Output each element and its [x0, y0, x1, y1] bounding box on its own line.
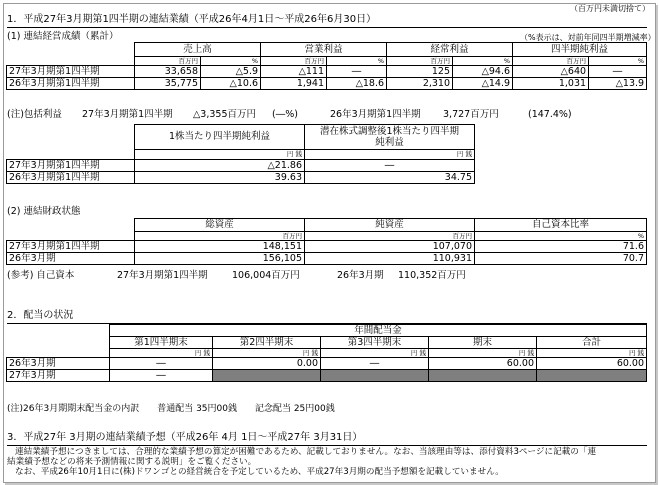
cell-eps: 39.63 — [135, 172, 305, 184]
cell-ordinary-pct: △94.6 — [453, 66, 513, 78]
table-row — [7, 78, 647, 90]
section3-title: 3．平成27年 3月期の連結業績予想（平成26年 4月 1日～平成27年 3月31日） — [7, 432, 363, 443]
equity-note-current-value: 106,004百万円 — [232, 270, 300, 281]
unit-note: （百万円未満切捨て） — [570, 4, 650, 13]
unit-yen-sen: 円 銭 — [429, 349, 537, 358]
cell-q1: ― — [110, 370, 213, 382]
header-operating-income: 営業利益 — [261, 43, 387, 57]
cell-blank-shaded — [213, 370, 321, 382]
cell-operating-pct: △18.6 — [327, 78, 387, 90]
unit-pct: % — [475, 232, 647, 241]
cell-sales: 35,775 — [135, 78, 201, 90]
unit-yen-sen: 円 銭 — [135, 150, 305, 160]
comprehensive-income-prior-value: 3,727百万円 — [443, 109, 499, 120]
cell-diluted-eps: 34.75 — [305, 172, 475, 184]
cell-net-pct: △13.9 — [589, 78, 647, 90]
cell-operating: △111 — [261, 66, 327, 78]
header-total: 合計 — [537, 337, 647, 349]
row-label: 27年3月期第1四半期 — [7, 66, 135, 78]
dividend-table — [6, 324, 647, 382]
table-row — [7, 253, 647, 265]
row-label: 27年3月期 — [7, 370, 110, 382]
cell-equity-ratio: 71.6 — [475, 241, 647, 253]
unit-pct: % — [589, 57, 647, 66]
unit-yen: 百万円 — [135, 57, 201, 66]
dividend-breakdown-note: (注)26年3月期期末配当金の内訳 普通配当 35円00銭 記念配当 25円00銭 — [7, 404, 335, 414]
header-diluted-eps-line1: 潜在株式調整後1株当たり四半期 — [319, 126, 460, 137]
cell-operating: 1,941 — [261, 78, 327, 90]
header-q2-end: 第2四半期末 — [213, 337, 321, 349]
financial-position-heading: (2) 連結財政状態 — [7, 206, 81, 217]
header-net-income: 四半期純利益 — [513, 43, 647, 57]
header-q3-end: 第3四半期末 — [321, 337, 429, 349]
table-row — [7, 358, 647, 370]
cell-sales-pct: △10.6 — [201, 78, 261, 90]
equity-note-current-period: 27年3月期第1四半期 — [117, 270, 208, 281]
table-row — [7, 66, 647, 78]
unit-pct: % — [453, 57, 513, 66]
row-label: 26年3月期第1四半期 — [7, 78, 135, 90]
cell-q3: ― — [321, 358, 429, 370]
forecast-text-line1: 連結業績予想につきましては、合理的な業績予想の算定が困難であるため、記載しておりません。なお、当該理由等は、添付資料3ページに記載の「連 — [15, 447, 597, 457]
operating-results-heading: (1) 連結経営成績（累計） — [7, 31, 119, 42]
header-total-assets: 総資産 — [135, 219, 305, 232]
equity-note-prior-value: 110,352百万円 — [398, 270, 466, 281]
unit-yen: 百万円 — [135, 232, 305, 241]
cell-year-end: 60.00 — [429, 358, 537, 370]
cell-net-assets: 107,070 — [305, 241, 475, 253]
comprehensive-income-current-value: △3,355百万円 — [193, 109, 257, 120]
cell-ordinary-pct: △14.9 — [453, 78, 513, 90]
cell-sales: 33,658 — [135, 66, 201, 78]
row-label: 27年3月期第1四半期 — [7, 241, 135, 253]
cell-total-assets: 148,151 — [135, 241, 305, 253]
cell-q2: 0.00 — [213, 358, 321, 370]
comprehensive-income-prior-period: 26年3月期第1四半期 — [330, 109, 421, 120]
cell-ordinary: 2,310 — [387, 78, 453, 90]
cell-total-assets: 156,105 — [135, 253, 305, 265]
financial-position-table — [6, 218, 647, 265]
section1-title: 1．平成27年3月期第1四半期の連結業績（平成26年4月1日～平成26年6月30日） — [7, 14, 377, 25]
comprehensive-income-label: (注)包括利益 — [7, 109, 62, 120]
table-row — [7, 370, 647, 382]
header-equity-ratio: 自己資本比率 — [475, 219, 647, 232]
cell-sales-pct: △5.9 — [201, 66, 261, 78]
section2-title: 2．配当の状況 — [7, 310, 74, 321]
cell-ordinary: 125 — [387, 66, 453, 78]
section3-rule — [7, 445, 647, 446]
row-label: 26年3月期 — [7, 253, 135, 265]
forecast-text-line3: なお、平成26年10月1日に(株)ドワンゴとの経営統合を予定しているため、平成27年3月期の配当予想額を記載していません。 — [15, 467, 504, 477]
operating-results-table — [6, 42, 647, 90]
equity-note-prior-period: 26年3月期 — [337, 270, 384, 281]
cell-blank-shaded — [321, 370, 429, 382]
comprehensive-income-prior-pct: (147.4%) — [528, 109, 572, 120]
comprehensive-income-current-period: 27年3月期第1四半期 — [82, 109, 173, 120]
table-row — [7, 172, 475, 184]
cell-net: △640 — [513, 66, 589, 78]
header-diluted-eps-line2: 純利益 — [375, 137, 404, 148]
header-diluted-eps — [305, 125, 475, 150]
cell-blank-shaded — [429, 370, 537, 382]
header-annual-dividend: 年間配当金 — [110, 325, 647, 337]
cell-operating-pct: ― — [327, 66, 387, 78]
cell-diluted-eps: ― — [305, 160, 475, 172]
unit-yen: 百万円 — [305, 232, 475, 241]
header-sales: 売上高 — [135, 43, 261, 57]
header-q1-end: 第1四半期末 — [110, 337, 213, 349]
cell-equity-ratio: 70.7 — [475, 253, 647, 265]
forecast-text-line2: 結業績予想などの将来予測情報に関する説明」をご覧ください。 — [7, 457, 257, 467]
row-label: 26年3月期 — [7, 358, 110, 370]
header-ordinary-income: 経常利益 — [387, 43, 513, 57]
unit-yen: 百万円 — [387, 57, 453, 66]
section1-rule — [7, 27, 647, 28]
cell-q1: ― — [110, 358, 213, 370]
header-year-end: 期末 — [429, 337, 537, 349]
unit-yen: 百万円 — [513, 57, 589, 66]
unit-yen-sen: 円 銭 — [537, 349, 647, 358]
cell-net: 1,031 — [513, 78, 589, 90]
header-net-assets: 純資産 — [305, 219, 475, 232]
unit-yen: 百万円 — [261, 57, 327, 66]
cell-eps: △21.86 — [135, 160, 305, 172]
unit-yen-sen: 円 銭 — [321, 349, 429, 358]
unit-yen-sen: 円 銭 — [110, 349, 213, 358]
row-label: 26年3月期第1四半期 — [7, 172, 135, 184]
cell-total: 60.00 — [537, 358, 647, 370]
eps-table — [6, 124, 475, 184]
percent-note: （%表示は、対前年同四半期増減率） — [520, 33, 656, 42]
unit-pct: % — [201, 57, 261, 66]
unit-yen-sen: 円 銭 — [213, 349, 321, 358]
row-label: 27年3月期第1四半期 — [7, 160, 135, 172]
cell-blank-shaded — [537, 370, 647, 382]
unit-pct: % — [327, 57, 387, 66]
equity-note-label: (参考) 自己資本 — [7, 270, 75, 281]
unit-yen-sen: 円 銭 — [305, 150, 475, 160]
table-row — [7, 241, 647, 253]
table-row — [7, 160, 475, 172]
header-eps: 1株当たり四半期純利益 — [135, 125, 305, 150]
cell-net-assets: 110,931 — [305, 253, 475, 265]
cell-net-pct: ― — [589, 66, 647, 78]
comprehensive-income-current-pct: (―%) — [272, 109, 298, 120]
